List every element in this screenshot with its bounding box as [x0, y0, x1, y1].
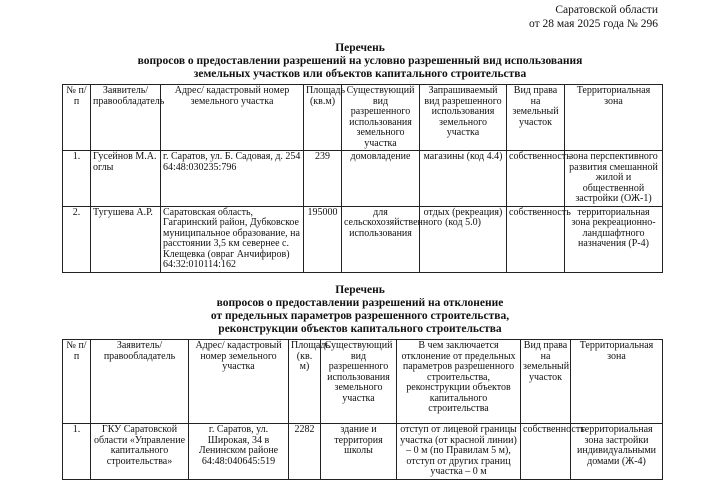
column-header: Площадь (кв.м) — [304, 85, 342, 151]
column-header: Существующий вид разрешенного использования земельного участка — [342, 85, 420, 151]
table-header-row — [63, 85, 663, 151]
table-cell: домовладение — [342, 151, 420, 207]
table-cell: отдых (рекреация) (код 5.0) — [420, 206, 507, 272]
permits-table-1 — [62, 84, 663, 273]
table-cell: 1. — [63, 424, 91, 480]
table-cell: ГКУ Саратовской области «Управление капитального строительства» — [91, 424, 189, 480]
header-date-line: от 28 мая 2025 года № 296 — [529, 18, 658, 30]
column-header: Адрес/ кадастровый номер земельного участка — [161, 85, 304, 151]
table-cell: Гусейнов М.А. оглы — [91, 151, 161, 207]
section2-title — [0, 284, 720, 336]
column-header: Заявитель/ правообладатель — [91, 340, 189, 424]
table-cell: г. Саратов, ул. Б. Садовая, д. 254 64:48:030235:796 — [161, 151, 304, 207]
column-header: № п/п — [63, 340, 91, 424]
table-cell: здание и территория школы — [321, 424, 397, 480]
table-cell: собственность — [507, 206, 565, 272]
table-cell: территориальная зона рекреационно-ландшафтного назначения (Р-4) — [565, 206, 663, 272]
table-cell: 1. — [63, 151, 91, 207]
column-header: Вид права на земельный участок — [507, 85, 565, 151]
table-row — [63, 206, 663, 272]
column-header: № п/п — [63, 85, 91, 151]
table-cell: территориальная зона застройки индивидуальными домами (Ж-4) — [571, 424, 663, 480]
permits-table-2 — [62, 339, 663, 480]
column-header: В чем заключается отклонение от предельных параметров разрешенного строительства, реконструкции объектов капитального строительства — [397, 340, 521, 424]
column-header: Территориальная зона — [565, 85, 663, 151]
table-row — [63, 424, 663, 480]
section2-title-line: от предельных параметров разрешенного строительства, — [210, 310, 510, 322]
header-region-line: Саратовской области — [555, 4, 658, 16]
table-cell: для сельскохозяйственного использования — [342, 206, 420, 272]
table-cell: г. Саратов, ул. Широкая, 34 в Ленинском районе 64:48:040645:519 — [189, 424, 289, 480]
column-header: Существующий вид разрешенного использования земельного участка — [321, 340, 397, 424]
section1-title-line: земельных участков или объектов капитального строительства — [193, 68, 527, 80]
table-cell: 2. — [63, 206, 91, 272]
column-header: Запрашиваемый вид разрешенного использования земельного участка — [420, 85, 507, 151]
table-cell: Тугушева А.Р. — [91, 206, 161, 272]
table-cell: отступ от лицевой границы участка (от красной линии) – 0 м (по Правилам 5 м), отступ от других границ участка – 0 м — [397, 424, 521, 480]
column-header: Площадь (кв. м) — [289, 340, 321, 424]
table-header-row — [63, 340, 663, 424]
section1-title-line: вопросов о предоставлении разрешений на условно разрешенный вид использования — [137, 55, 583, 67]
document-header — [398, 0, 658, 31]
column-header: Вид права на земельный участок — [521, 340, 571, 424]
table-cell: магазины (код 4.4) — [420, 151, 507, 207]
section1-title-line: Перечень — [335, 42, 385, 54]
column-header: Адрес/ кадастровый номер земельного участка — [189, 340, 289, 424]
section1-title — [0, 42, 720, 81]
column-header: Территориальная зона — [571, 340, 663, 424]
table-cell: зона перспективного развития смешанной жилой и общественной застройки (ОЖ-1) — [565, 151, 663, 207]
table-cell: 239 — [304, 151, 342, 207]
table-cell: Саратовская область, Гагаринский район, Дубковское муниципальное образование, на расстоянии 3,5 км севернее с. Клещевка (овраг Анчифиров) 64:32:010114:162 — [161, 206, 304, 272]
table-cell: собственность — [521, 424, 571, 480]
section2-title-line: вопросов о предоставлении разрешений на отклонение — [216, 297, 504, 309]
section2-title-line: реконструкции объектов капитального строительства — [218, 323, 502, 335]
table-row — [63, 151, 663, 207]
table-cell: собственность — [507, 151, 565, 207]
section2-title-line: Перечень — [335, 284, 385, 296]
table-cell: 195000 — [304, 206, 342, 272]
column-header: Заявитель/ правообладатель — [91, 85, 161, 151]
table-cell: 2282 — [289, 424, 321, 480]
